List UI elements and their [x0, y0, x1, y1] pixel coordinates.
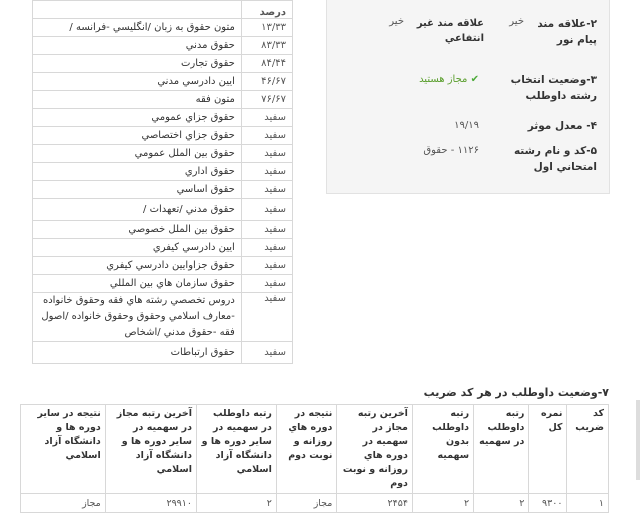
rank-cell: ۹۳۰۰ — [529, 494, 567, 513]
subject-name: حقوق اداري — [33, 163, 242, 181]
subject-name: حقوق جزاي اختصاصي — [33, 127, 242, 145]
grades-row — [33, 37, 293, 55]
info-label-gpa: ۴- معدل موثر — [527, 120, 597, 132]
rank-cell: ۲ — [474, 494, 529, 513]
rank-header-cell: نتيجه در ساير دوره ها و دانشگاه آزاد اسلامي — [21, 405, 106, 494]
subject-name: حقوق مدني /تعهدات / — [33, 199, 242, 221]
grade-value: سفيد — [241, 199, 292, 221]
grades-row — [33, 127, 293, 145]
page-scrollbar[interactable] — [636, 400, 640, 480]
subject-name: ايين دادرسي كيفري — [33, 239, 242, 257]
grade-value: ۱۳/۳۳ — [241, 19, 292, 37]
subject-name: دروس تخصصي رشته هاي فقه وحقوق خانواده -معارف اسلامي وحقوق وحقوق خانواده /اصول فقه -حقوق مدني /اشخاص — [33, 293, 242, 342]
grade-value: ۸۳/۳۳ — [241, 37, 292, 55]
subject-name: حقوق جزاي عمومي — [33, 109, 242, 127]
grades-row — [33, 163, 293, 181]
rank-cell: مجاز — [21, 494, 106, 513]
grades-table — [32, 0, 293, 364]
check-icon: ✔ — [470, 74, 479, 85]
grades-row — [33, 239, 293, 257]
grade-value: سفيد — [241, 293, 292, 342]
grade-value: ۷۶/۶۷ — [241, 91, 292, 109]
rank-header-cell: نتيجه در دوره هاي روزانه و نوبت دوم — [276, 405, 337, 494]
rank-header-cell: رتبه داوطلب در سهميه در ساير دوره ها و دانشگاه آزاد اسلامي — [196, 405, 276, 494]
subject-name: حقوق بين الملل خصوصي — [33, 221, 242, 239]
subject-name: حقوق بين الملل عمومي — [33, 145, 242, 163]
subject-name: ايين دادرسي مدني — [33, 73, 242, 91]
grades-row — [33, 342, 293, 364]
rank-header-cell: آخرين رتبه مجاز در سهميه در ساير دوره ها و دانشگاه آزاد اسلامي — [105, 405, 196, 494]
grade-value: سفيد — [241, 275, 292, 293]
grades-header-name — [33, 1, 242, 19]
grade-value: سفيد — [241, 145, 292, 163]
rank-header-cell: رتبه داوطلب در سهميه — [474, 405, 529, 494]
info-row-exam-field — [327, 143, 609, 177]
grade-value: سفيد — [241, 181, 292, 199]
subject-name: حقوق مدني — [33, 37, 242, 55]
info-row-gpa — [327, 118, 609, 134]
info-row-selection-status — [327, 72, 609, 106]
info-label-selection-status: ۳-وضعيت انتخاب رشته داوطلب — [510, 74, 597, 102]
info-value-gpa: ۱۹/۱۹ — [454, 120, 479, 131]
subject-name: متون فقه — [33, 91, 242, 109]
subject-name: حقوق تجارت — [33, 55, 242, 73]
grades-header-row — [33, 1, 293, 19]
grades-row — [33, 221, 293, 239]
applicant-info-panel — [326, 0, 610, 194]
info-value-exam-field: ۱۱۲۶ - حقوق — [423, 145, 479, 156]
rank-cell: ۲ — [412, 494, 473, 513]
info-value-payame-noor: خير — [509, 16, 524, 27]
rank-cell: مجاز — [276, 494, 337, 513]
grades-row — [33, 73, 293, 91]
grades-row — [33, 145, 293, 163]
rank-cell: ۲۹۹۱۰ — [105, 494, 196, 513]
grade-value: سفيد — [241, 127, 292, 145]
rank-table-header-row — [21, 405, 609, 494]
grade-value: سفيد — [241, 221, 292, 239]
grades-row — [33, 257, 293, 275]
grades-row — [33, 19, 293, 37]
rank-table — [20, 404, 609, 513]
info-value-non-profit: خير — [389, 16, 404, 27]
subject-name: متون حقوق به زبان /انگليسي -فرانسه / — [33, 19, 242, 37]
subject-name: حقوق جزاوايين دادرسي كيفري — [33, 257, 242, 275]
info-label-exam-field: ۵-كد و نام رشته امتحاني اول — [513, 145, 597, 173]
info-value-selection-status — [334, 72, 479, 87]
rank-cell: ۲۴۵۴ — [337, 494, 413, 513]
selection-status-text: مجاز هستيد — [419, 74, 468, 85]
rank-cell: ۲ — [196, 494, 276, 513]
section7-title: ۷-وضعيت داوطلب در هر كد ضريب — [423, 386, 609, 399]
subject-name: حقوق سازمان هاي بين المللي — [33, 275, 242, 293]
grades-row — [33, 91, 293, 109]
grade-value: ۴۶/۶۷ — [241, 73, 292, 91]
grade-value: سفيد — [241, 257, 292, 275]
grade-value: سفيد — [241, 239, 292, 257]
info-label-non-profit: علاقه مند غير انتفاعي — [416, 18, 484, 44]
grade-value: سفيد — [241, 163, 292, 181]
info-label-payame-noor: ۲-علاقه مند پيام نور — [537, 18, 597, 46]
rank-header-cell: نمره كل — [529, 405, 567, 494]
grade-value: سفيد — [241, 109, 292, 127]
subject-name: حقوق اساسي — [33, 181, 242, 199]
rank-header-cell: آخرين رتبه مجاز در سهميه در دوره هاي روزانه و نوبت دوم — [337, 405, 413, 494]
subject-name: حقوق ارتباطات — [33, 342, 242, 364]
grades-header-value: درصد — [241, 1, 292, 19]
grades-row — [33, 293, 293, 342]
grades-row — [33, 109, 293, 127]
rank-row — [21, 494, 609, 513]
grade-value: ۸۴/۴۴ — [241, 55, 292, 73]
rank-cell: ۱ — [567, 494, 609, 513]
grades-row — [33, 199, 293, 221]
grades-row — [33, 55, 293, 73]
grade-value: سفيد — [241, 342, 292, 364]
rank-header-cell: رتبه داوطلب بدون سهميه — [412, 405, 473, 494]
info-row-interest — [327, 16, 609, 62]
rank-header-cell: كد ضريب — [567, 405, 609, 494]
grades-row — [33, 275, 293, 293]
grades-row — [33, 181, 293, 199]
